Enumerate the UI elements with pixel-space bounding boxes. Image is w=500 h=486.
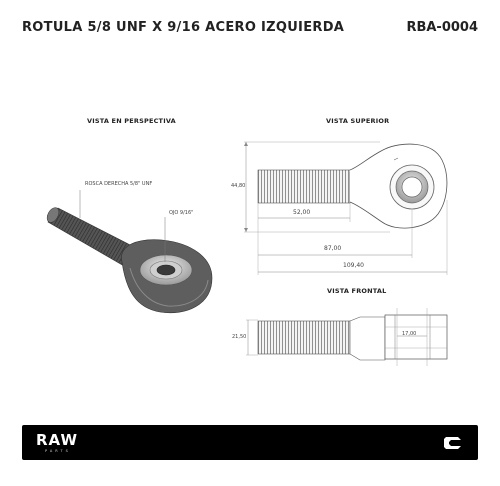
eye-annotation: OJO 9/16" bbox=[169, 210, 194, 216]
view-label-perspective: VISTA EN PERSPECTIVA bbox=[87, 117, 176, 125]
raw-logo: RAW bbox=[36, 431, 79, 449]
dim-thread-length: 52,00 bbox=[293, 209, 311, 216]
dim-width-front: 17,00 bbox=[402, 331, 417, 337]
brand-c-icon bbox=[442, 432, 464, 454]
raw-logo-sub: PARTS bbox=[45, 449, 71, 453]
dim-height-top: 44,80 bbox=[231, 183, 246, 189]
front-view bbox=[246, 308, 447, 366]
product-title: ROTULA 5/8 UNF X 9/16 ACERO IZQUIERDA bbox=[22, 20, 345, 35]
dim-height-front: 21,50 bbox=[232, 334, 247, 340]
dim-center-length: 87,00 bbox=[324, 245, 342, 252]
front-thread bbox=[258, 321, 350, 354]
perspective-view bbox=[45, 190, 212, 313]
thread-annotation: ROSCA DERECHA 5/8" UNF bbox=[85, 181, 153, 187]
product-code: RBA-0004 bbox=[406, 20, 478, 35]
footer-bar bbox=[22, 425, 478, 460]
view-label-front: VISTA FRONTAL bbox=[327, 287, 387, 295]
dim-total-length: 109,40 bbox=[343, 262, 364, 269]
top-thread bbox=[258, 170, 350, 203]
view-label-top: VISTA SUPERIOR bbox=[326, 117, 390, 125]
front-eye-body bbox=[385, 315, 447, 359]
top-view bbox=[244, 142, 447, 275]
